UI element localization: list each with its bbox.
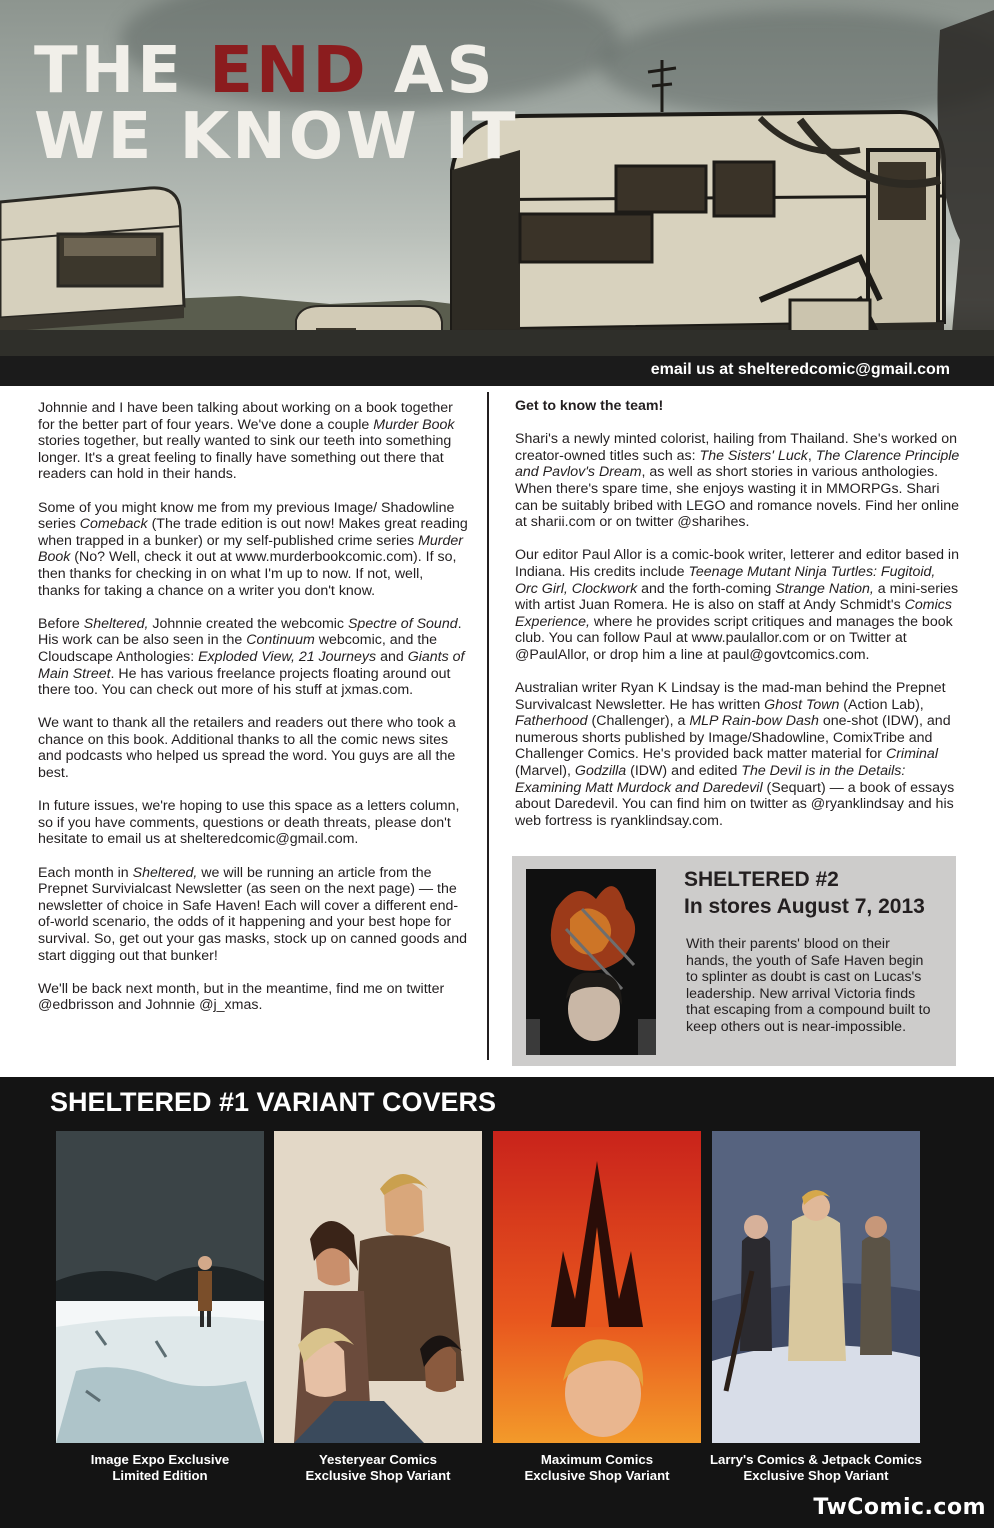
column-divider [487, 392, 489, 1060]
variant-caption: Yesteryear Comics Exclusive Shop Variant [305, 1452, 451, 1483]
variant-covers-section [0, 1077, 994, 1528]
paragraph: Some of you might know me from my previous Image/ Shadowline series Comeback (The trade edition is out now! Makes great reading when trapped in a bunker) or my self-published crime series Murder Book (No? Well, check it out at www.murderbookcomic.com). If so, then thanks for checking in on what I'm up to now. If not, well, thanks for taking a chance on a writer you don't know. [38, 499, 468, 599]
contact-email[interactable]: email us at shelteredcomic@gmail.com [650, 361, 950, 378]
paragraph: Our editor Paul Allor is a comic-book writer, letterer and editor based in Indiana. His credits include Teenage Mutant Ninja Turtles: Fugitoid, Orc Girl, Clockwork and the forth-coming Strange Nation, a mini-series with artist Juan Romera. He is also on staff at Andy Schmidt's Comics Experience, where he provides script critiques and manages the book club. You can follow Paul at www.paulallor.com or on Twitter at @PaulAllor, or drop him a line at paul@govtcomics.com. [515, 547, 959, 663]
section-heading: Get to know the team! [515, 398, 664, 414]
header-banner [0, 0, 994, 386]
promo-description: With their parents' blood on their hands, the youth of Safe Haven begin to splinter as doubt is cast on Lucas's leadership. New arrival Victoria finds that escaping from a compound built to keep others out is near-impossible. [686, 936, 931, 1035]
large-trailer [452, 60, 944, 350]
paragraph: We want to thank all the retailers and readers out there who took a chance on this book. Additional thanks to all the comic news sites and podcasts who helped us spread the word. You guys are all the best. [38, 715, 456, 782]
variant-caption: Larry's Comics & Jetpack Comics Exclusive Shop Variant [709, 1452, 923, 1483]
next-issue-promo [512, 856, 956, 1066]
variant-cover-maximum [493, 1131, 701, 1443]
promo-title: SHELTERED #2 In stores August 7, 2013 [684, 868, 925, 918]
title-highlight-end: END [209, 34, 369, 108]
variant-cover-larrys-jetpack [712, 1131, 920, 1443]
team-column-right [515, 398, 960, 846]
section-title: SHELTERED #1 VARIANT COVERS [50, 1087, 497, 1117]
variant-caption: Image Expo Exclusive Limited Edition [90, 1452, 230, 1483]
email-bar [0, 356, 994, 386]
paragraph: Johnnie and I have been talking about working on a book together for the better part of four years. We've done a couple Murder Book stories together, but really wanted to sink our teeth into something longer. It's a great feeling to finally have something out there that readers can hold in their hands. [38, 400, 455, 483]
left-trailer [0, 188, 184, 332]
paragraph: Each month in Sheltered, we will be running an article from the Prepnet Survivialcast Newsletter (as seen on the next page) — the newsletter of choice in Safe Haven! Each will cover a different end-of-world scenario, the odds of it happening and your best hope for survival. So, get out your gas masks, stock up on canned goods and start digging out that bunker! [38, 864, 468, 964]
site-watermark: TwComic.com [813, 1495, 986, 1520]
letters-column-left [38, 400, 468, 1031]
issue-2-cover-image [526, 869, 656, 1055]
paragraph: Shari's a newly minted colorist, hailing from Thailand. She's worked on creator-owned titles such as: The Sisters' Luck, The Clarence Principle and Pavlov's Dream, as well as short stories in various anthologies. When there's spare time, she enjoys wasting it in MMORPGs. Shari can be suitably bribed with LEGO and romance novels. Find her online at sharii.com or on twitter @sharihes. [515, 431, 960, 531]
paragraph: Australian writer Ryan K Lindsay is the mad-man behind the Prepnet Survivalcast Newsletter. He has written Ghost Town (Action Lab), Fatherhood (Challenger), a MLP Rain-bow Dash one-shot (IDW), and numerous shorts published by Image/Shadowline, ComixTribe and Challenger Comics. He's provided back matter material for Criminal (Marvel), Godzilla (IDW) and edited The Devil is in the Details: Examining Matt Murdock and Daredevil (Sequart) — a book of essays about Daredevil. You can find him on twitter as @ryanklindsay and his web fortress is ryanklindsay.com. [515, 680, 955, 829]
variant-cover-image-expo [56, 1131, 264, 1443]
paragraph: In future issues, we're hoping to use this space as a letters column, so if you have comments, questions or death threats, please don't hesitate to email us at shelteredcomic@gmail.com. [38, 798, 460, 848]
paragraph: We'll be back next month, but in the meantime, find me on twitter @edbrisson and Johnnie @j_xmas. [38, 980, 445, 1014]
paragraph: Before Sheltered, Johnnie created the webcomic Spectre of Sound. His work can be also seen in the Continuum webcomic, and the Cloudscape Anthologies: Exploded View, 21 Journeys and Giants of Main Street. He has various freelance projects floating around out there too. You can check out more of his stuff at jxmas.com. [38, 615, 465, 699]
page-title: THE END AS WE KNOW IT [34, 34, 519, 174]
variant-cover-yesteryear [274, 1131, 482, 1443]
variant-caption: Maximum Comics Exclusive Shop Variant [524, 1452, 670, 1483]
